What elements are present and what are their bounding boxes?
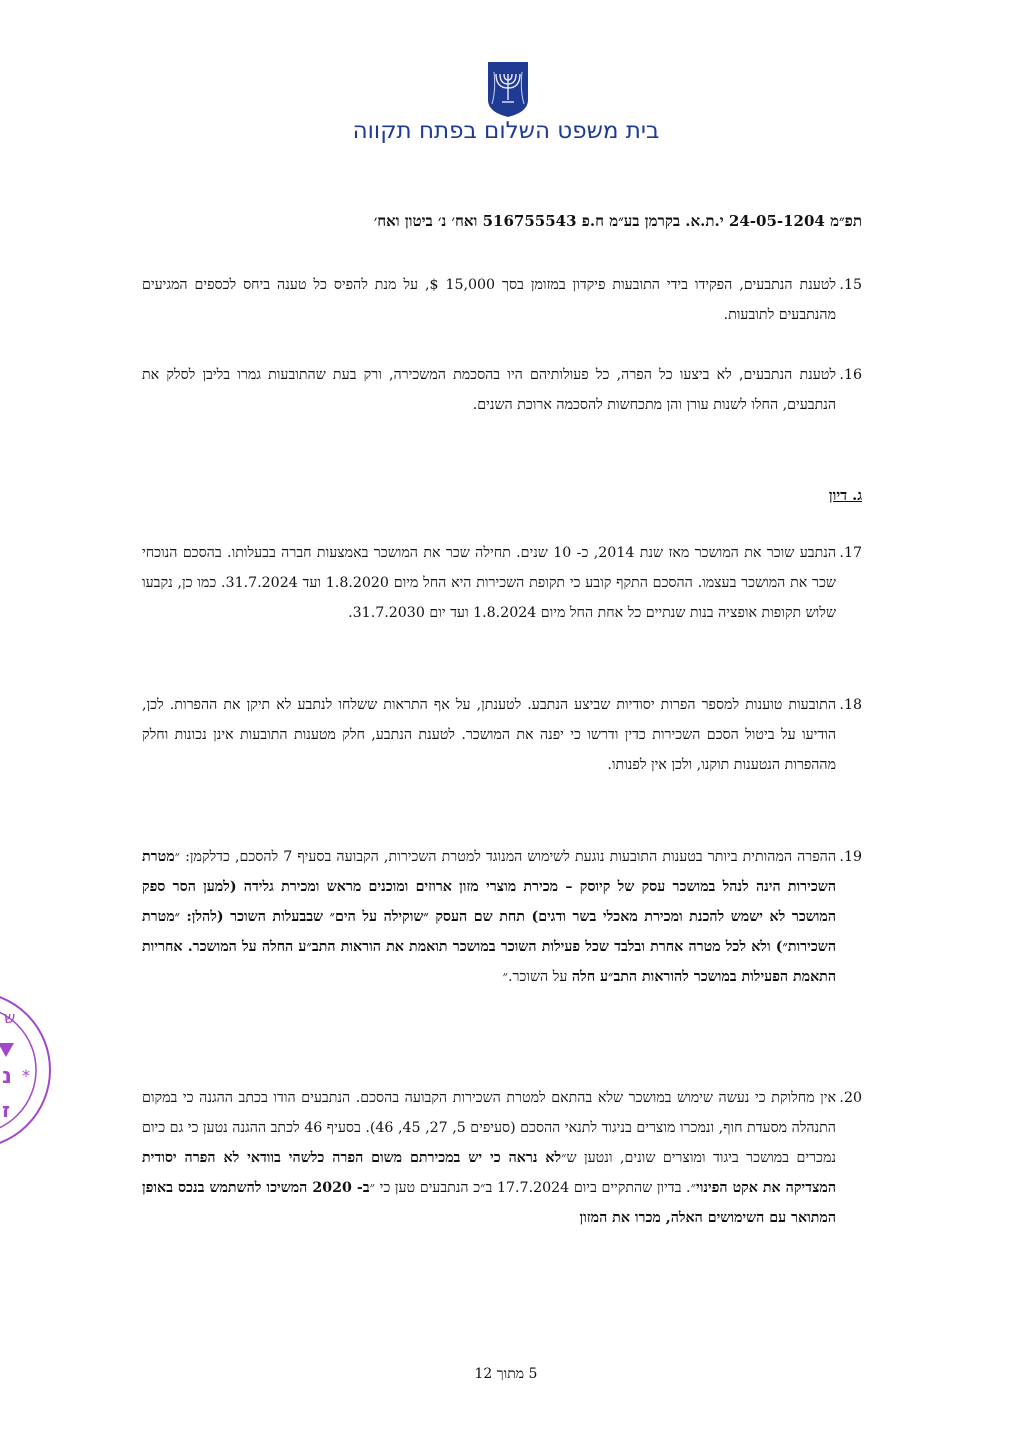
paragraph-number: 20. <box>839 1090 862 1106</box>
paragraph-17 <box>142 538 862 628</box>
paragraph-text: לטענת הנתבעים, לא ביצעו כל הפרה, כל פעולותיהם היו בהסכמת המשכירה, ורק בעת שהתובעות גמרו בליבן לסלק את הנתבעים, החלו לשנות עורן והן מתכחשות להסכמה ארוכת השנים. <box>142 367 836 413</box>
paragraph-number: 16. <box>839 367 862 383</box>
paragraph-15 <box>142 270 862 330</box>
section-heading: ג. דיון <box>828 487 862 504</box>
svg-text:*: * <box>22 1066 30 1085</box>
paragraph-19 <box>142 842 862 992</box>
court-stamp-icon <box>0 985 70 1155</box>
case-title: תפ״מ 24-05-1204 י.ת.א. בקרמן בע״מ ח.פ 516755543 ואח׳ נ׳ ביטון ואח׳ <box>373 212 862 230</box>
paragraph-text <box>142 842 836 992</box>
paragraph-number: 15. <box>839 277 862 293</box>
paragraph-20 <box>142 1083 862 1233</box>
paragraph-number: 19. <box>839 849 862 865</box>
svg-text:ז: ז <box>2 1098 11 1122</box>
paragraph-text-plain: ההפרה המהותית ביותר בטענות התובעות נוגעת לשימוש המנוגד למטרת השכירות, הקבועה בסעיף 7 להסכם, כדלקמן: ״ <box>174 849 836 865</box>
paragraph-number: 18. <box>839 697 862 713</box>
paragraph-text: הנתבע שוכר את המושכר מאז שנת 2014, כ- 10 שנים. תחילה שכר את המושכר באמצעות חברה בבעלותו. בהסכם הנוכחי שכר את המושכר בעצמו. ההסכם התקף קובע כי תקופת השכירות היא החל מיום 1.8.2020 ועד 31.7.2024. כמו כן, נקבעו שלוש תקופות אופציה בנות שנתיים כל אחת החל מיום 1.8.2024 ועד יום 31.7.2030. <box>142 545 836 621</box>
state-emblem-icon <box>486 60 530 118</box>
paragraph-text <box>142 1083 836 1233</box>
svg-text:ש: ש <box>4 1008 16 1027</box>
page-number: 5 מתוך 12 <box>474 1366 538 1382</box>
quoted-contract-clause: מטרת השכירות הינה לנהל במושכר עסק של קיוסק – מכירת מוצרי מזון ארוזים ומוכנים מראש ומכירת גלידה (למען הסר ספק המושכר לא ישמש להכנת ומכירת מאכלי בשר ודגים) תחת שם העסק ״שוקילה על הים״ שבבעלות השוכר (להלן: ״מטרת השכירות״) ולא לכל מטרה אחרת ובלבד שכל פעילות השוכר במושכר תואמת את הוראות התב״ע החלה על המושכר. אחריות התאמת הפעילות במושכר להוראות התב״ע חלה <box>142 849 836 985</box>
paragraph-16 <box>142 360 862 420</box>
court-name: בית משפט השלום בפתח תקווה <box>352 118 660 144</box>
paragraph-18 <box>142 690 862 780</box>
svg-text:נ: נ <box>2 1064 12 1089</box>
quoted-hearing-statement: ב- 2020 המשיכו להשתמש בנכס באופן המתואר עם השימושים האלה, מכרו את המזון <box>142 1180 836 1226</box>
paragraph-text-plain: אין מחלוקת כי נעשה שימוש במושכר שלא בהתאם למטרת השכירות הקבועה בהסכם. הנתבעים הודו בכתב ההגנה כי במקום התנהלה מסעדת חוף, ונמכרו מוצרים בניגוד לתנאי ההסכם (סעיפים 5, 27, 45, 46). בסעיף 46 לכתב ההגנה נטען כי גם כיום נמכרים במושכר ביגוד ומוצרים שונים, ונטען ש״ <box>142 1090 836 1166</box>
quoted-defense-claim: לא נראה כי יש במכירתם משום הפרה כלשהי בוודאי לא הפרה יסודית המצדיקה את אקט הפינוי <box>142 1150 836 1196</box>
paragraph-text-plain: על השוכר.״ <box>502 969 572 985</box>
paragraph-text: לטענת הנתבעים, הפקידו בידי התובעות פיקדון במזומן בסך 15,000 $, על מנת להפיס כל טענה ביחס לכספים המגיעים מהנתבעים לתובעות. <box>142 277 836 323</box>
paragraph-text: התובעות טוענות למספר הפרות יסודיות שביצע הנתבע. לטענתן, על אף התראות ששלחו לנתבע לא תיקן את ההפרות. לכן, הודיעו על ביטול הסכם השכירות כדין ודרשו כי יפנה את המושכר. לטענת הנתבע, חלק מטענות התובעות אינן נכונות וחלק מההפרות הנטענות תוקנו, ולכן אין לפנותו. <box>142 697 836 773</box>
paragraph-text-plain: ״. בדיון שהתקיים ביום 17.7.2024 ב״כ הנתבעים טען כי ״ <box>369 1180 696 1196</box>
paragraph-number: 17. <box>839 545 862 561</box>
